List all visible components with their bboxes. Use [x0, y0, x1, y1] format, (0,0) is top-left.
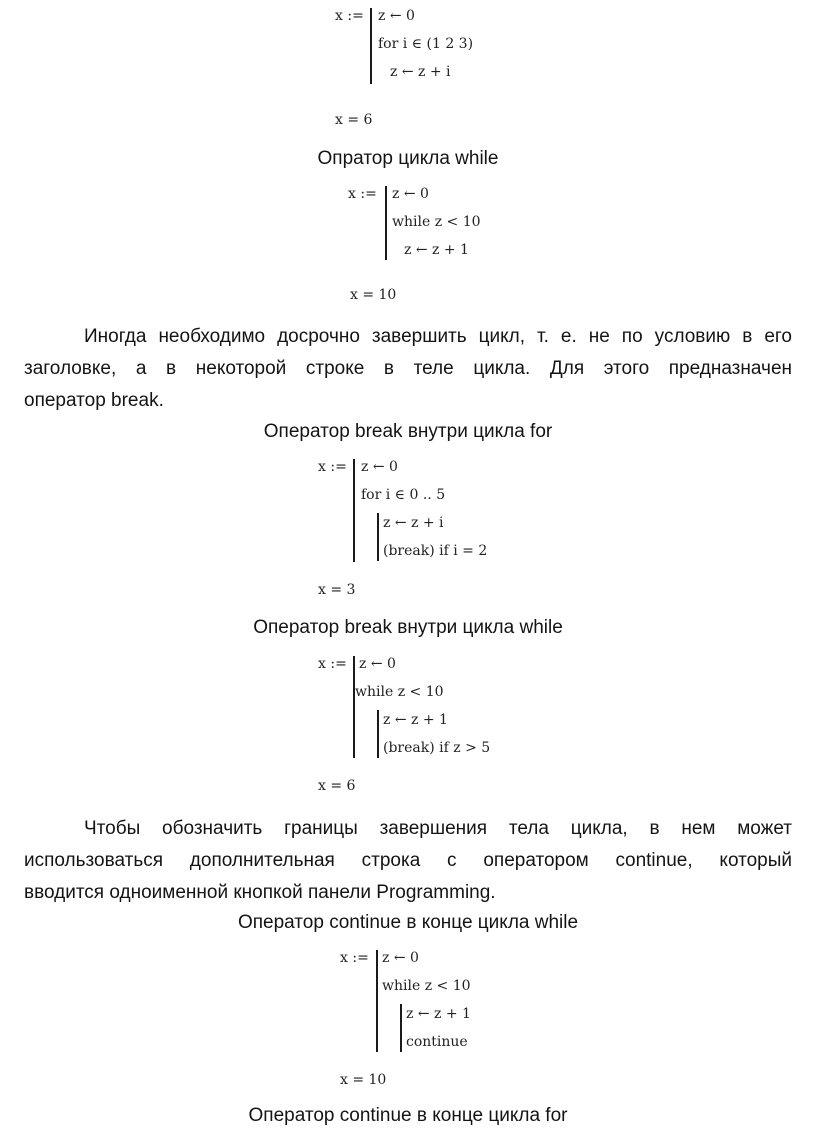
assign-label: x := — [318, 656, 347, 672]
caption-while: Опратор цикла while — [317, 148, 499, 169]
code-line: z ← 0 — [361, 459, 398, 475]
paragraph-line: заголовке, а в некоторой строке в теле цикла. Для этого предназначен — [24, 358, 792, 379]
code-line: while z < 10 — [355, 684, 444, 700]
loop-body-bracket — [377, 710, 379, 758]
code-line: z ← 0 — [359, 656, 396, 672]
result-value: x = 6 — [318, 778, 356, 794]
paragraph-break — [24, 321, 792, 417]
code-line: z ← z + 1 — [406, 1006, 471, 1022]
paragraph-line: вводится одноименной кнопкой панели Programming. — [24, 882, 496, 903]
code-line: z ← z + i — [383, 515, 444, 531]
code-line: z ← z + 1 — [383, 712, 448, 728]
assign-label: x := — [335, 8, 364, 24]
code-block-while — [348, 186, 548, 266]
code-block-for-vector — [335, 8, 535, 88]
code-block-break-while — [318, 656, 538, 761]
code-line: z ← 0 — [378, 8, 415, 24]
result-value: x = 3 — [318, 582, 356, 598]
code-block-continue-while — [340, 950, 560, 1055]
result-value: x = 10 — [340, 1072, 387, 1088]
code-line: z ← 0 — [392, 186, 429, 202]
paragraph-line: использоваться дополнительная строка с оператором continue, который — [24, 850, 792, 871]
program-bracket — [353, 459, 355, 562]
paragraph-continue — [24, 813, 792, 909]
code-line: (break) if z > 5 — [383, 740, 491, 756]
code-block-break-for — [318, 459, 538, 564]
code-line: while z < 10 — [392, 214, 481, 230]
caption-break-while: Оператор break внутри цикла while — [253, 617, 563, 638]
result-value: x = 10 — [350, 287, 397, 303]
code-line: z ← 0 — [382, 950, 419, 966]
code-line: z ← z + 1 — [404, 242, 469, 258]
code-line: while z < 10 — [382, 978, 471, 994]
paragraph-line: Иногда необходимо досрочно завершить цикл, т. е. не по условию в его — [84, 326, 792, 347]
paragraph-line: оператор break. — [24, 390, 164, 411]
caption-continue-for: Оператор continue в конце цикла for — [248, 1105, 568, 1126]
assign-label: x := — [340, 950, 369, 966]
code-line: z ← z + i — [390, 64, 451, 80]
assign-label: x := — [348, 186, 377, 202]
program-bracket — [353, 656, 355, 758]
program-bracket — [385, 186, 387, 260]
program-bracket — [376, 950, 378, 1052]
paragraph-line: Чтобы обозначить границы завершения тела цикла, в нем может — [84, 818, 792, 839]
caption-continue-while: Оператор continue в конце цикла while — [237, 912, 579, 933]
code-line: for i ∈ 0 .. 5 — [361, 487, 446, 503]
code-line: continue — [406, 1034, 468, 1050]
loop-body-bracket — [400, 1004, 402, 1052]
code-line: (break) if i = 2 — [383, 543, 488, 559]
assign-label: x := — [318, 459, 347, 475]
result-value: x = 6 — [335, 112, 373, 128]
loop-body-bracket — [377, 513, 379, 561]
caption-break-for: Оператор break внутри цикла for — [263, 421, 553, 442]
program-bracket — [370, 8, 372, 84]
code-line: for i ∈ (1 2 3) — [378, 36, 474, 52]
